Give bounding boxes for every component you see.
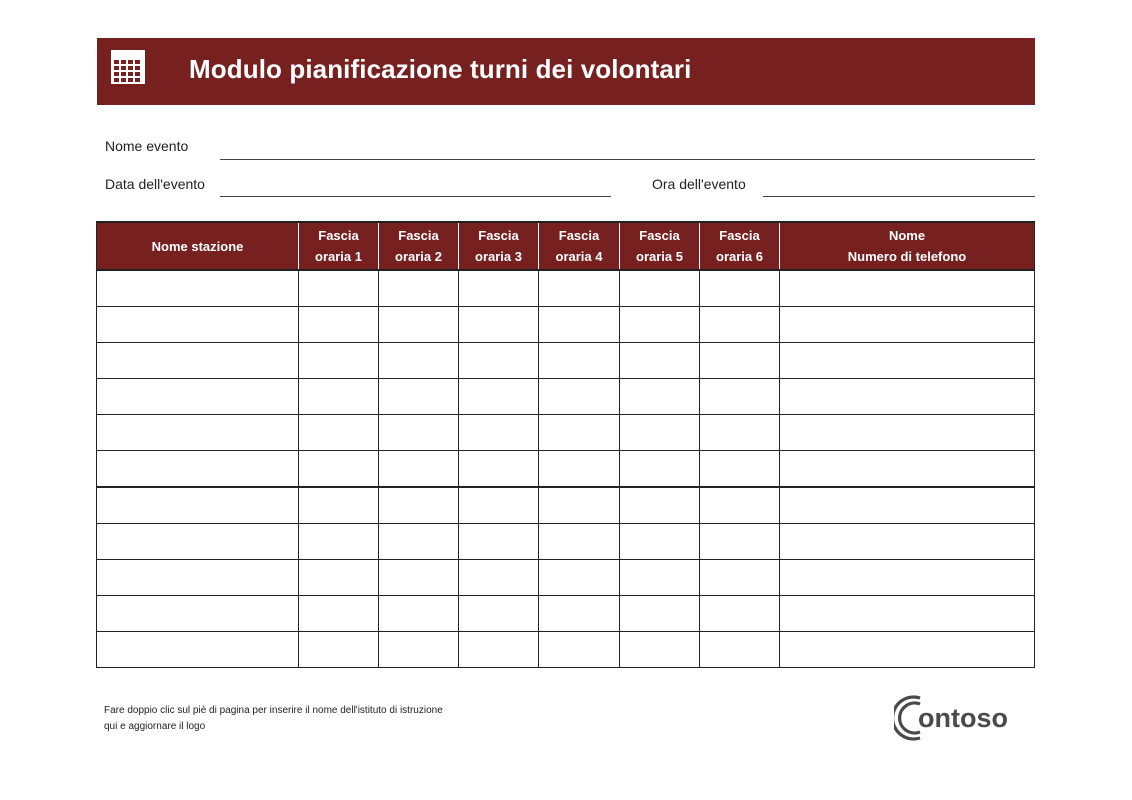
time-slot-cell[interactable] (299, 270, 379, 307)
table-row (97, 596, 1035, 632)
time-slot-cell[interactable] (700, 270, 780, 307)
table-row (97, 524, 1035, 560)
station-name-cell[interactable] (97, 451, 299, 488)
station-name-cell[interactable] (97, 487, 299, 524)
time-slot-cell[interactable] (379, 632, 459, 668)
time-slot-cell[interactable] (459, 379, 539, 415)
event-date-field[interactable] (220, 196, 611, 197)
event-name-field[interactable] (220, 159, 1035, 160)
time-slot-cell[interactable] (379, 343, 459, 379)
footer-note-line: qui e aggiornare il logo (104, 721, 206, 732)
time-slot-cell[interactable] (620, 487, 700, 524)
table-row (97, 307, 1035, 343)
time-slot-cell[interactable] (539, 451, 620, 488)
time-slot-cell[interactable] (700, 596, 780, 632)
name-phone-cell[interactable] (780, 343, 1035, 379)
time-slot-cell[interactable] (459, 596, 539, 632)
footer-note (104, 703, 443, 735)
calendar-icon (110, 49, 146, 85)
time-slot-cell[interactable] (539, 379, 620, 415)
time-slot-cell[interactable] (620, 596, 700, 632)
name-phone-cell[interactable] (780, 524, 1035, 560)
name-phone-cell[interactable] (780, 270, 1035, 307)
time-slot-cell[interactable] (700, 343, 780, 379)
column-header: Fascia oraria 2 (379, 222, 459, 270)
event-date-label: Data dell'evento (105, 176, 205, 192)
table-row (97, 270, 1035, 307)
column-header: Nome stazione (97, 222, 299, 270)
time-slot-cell[interactable] (539, 524, 620, 560)
time-slot-cell[interactable] (299, 560, 379, 596)
shift-schedule-table (96, 221, 1035, 668)
time-slot-cell[interactable] (379, 270, 459, 307)
name-phone-cell[interactable] (780, 451, 1035, 488)
name-phone-cell[interactable] (780, 596, 1035, 632)
time-slot-cell[interactable] (620, 632, 700, 668)
time-slot-cell[interactable] (620, 451, 700, 488)
time-slot-cell[interactable] (459, 524, 539, 560)
time-slot-cell[interactable] (620, 415, 700, 451)
name-phone-cell[interactable] (780, 307, 1035, 343)
station-name-cell[interactable] (97, 524, 299, 560)
time-slot-cell[interactable] (700, 524, 780, 560)
name-phone-cell[interactable] (780, 632, 1035, 668)
station-name-cell[interactable] (97, 560, 299, 596)
logo-text: ontoso (918, 703, 1008, 733)
time-slot-cell[interactable] (539, 632, 620, 668)
time-slot-cell[interactable] (379, 487, 459, 524)
table-row (97, 632, 1035, 668)
table-body (97, 270, 1035, 668)
station-name-cell[interactable] (97, 307, 299, 343)
name-phone-cell[interactable] (780, 415, 1035, 451)
time-slot-cell[interactable] (539, 343, 620, 379)
table-row (97, 415, 1035, 451)
station-name-cell[interactable] (97, 596, 299, 632)
station-name-cell[interactable] (97, 632, 299, 668)
time-slot-cell[interactable] (539, 415, 620, 451)
name-phone-cell[interactable] (780, 487, 1035, 524)
time-slot-cell[interactable] (459, 415, 539, 451)
time-slot-cell[interactable] (299, 596, 379, 632)
time-slot-cell[interactable] (459, 560, 539, 596)
time-slot-cell[interactable] (700, 451, 780, 488)
time-slot-cell[interactable] (539, 487, 620, 524)
column-header: Fascia oraria 3 (459, 222, 539, 270)
time-slot-cell[interactable] (620, 307, 700, 343)
time-slot-cell[interactable] (700, 560, 780, 596)
column-header: Fascia oraria 5 (620, 222, 700, 270)
name-phone-cell[interactable] (780, 560, 1035, 596)
page-header (97, 38, 1035, 105)
table-row (97, 379, 1035, 415)
time-slot-cell[interactable] (299, 451, 379, 488)
time-slot-cell[interactable] (620, 270, 700, 307)
time-slot-cell[interactable] (379, 415, 459, 451)
time-slot-cell[interactable] (620, 524, 700, 560)
time-slot-cell[interactable] (379, 451, 459, 488)
event-name-label: Nome evento (105, 138, 189, 154)
time-slot-cell[interactable] (459, 451, 539, 488)
time-slot-cell[interactable] (299, 415, 379, 451)
event-time-field[interactable] (763, 196, 1035, 197)
time-slot-cell[interactable] (459, 632, 539, 668)
station-name-cell[interactable] (97, 379, 299, 415)
contoso-logo (894, 692, 1028, 744)
table-row (97, 343, 1035, 379)
time-slot-cell[interactable] (459, 307, 539, 343)
time-slot-cell[interactable] (299, 524, 379, 560)
table-row (97, 451, 1035, 488)
time-slot-cell[interactable] (299, 632, 379, 668)
column-header: Nome Numero di telefono (780, 222, 1035, 270)
page-title: Modulo pianificazione turni dei volontari (189, 54, 692, 84)
table-header-row (97, 222, 1035, 270)
table-row (97, 560, 1035, 596)
time-slot-cell[interactable] (700, 415, 780, 451)
time-slot-cell[interactable] (459, 270, 539, 307)
time-slot-cell[interactable] (539, 560, 620, 596)
station-name-cell[interactable] (97, 415, 299, 451)
time-slot-cell[interactable] (539, 307, 620, 343)
time-slot-cell[interactable] (539, 270, 620, 307)
time-slot-cell[interactable] (379, 524, 459, 560)
time-slot-cell[interactable] (299, 487, 379, 524)
time-slot-cell[interactable] (379, 307, 459, 343)
station-name-cell[interactable] (97, 270, 299, 307)
time-slot-cell[interactable] (620, 343, 700, 379)
footer-note-line: Fare doppio clic sul piè di pagina per inserire il nome dell'istituto di istruzione (104, 705, 443, 716)
time-slot-cell[interactable] (379, 560, 459, 596)
time-slot-cell[interactable] (620, 560, 700, 596)
time-slot-cell[interactable] (700, 379, 780, 415)
time-slot-cell[interactable] (700, 487, 780, 524)
time-slot-cell[interactable] (700, 632, 780, 668)
time-slot-cell[interactable] (379, 379, 459, 415)
table-row (97, 487, 1035, 524)
time-slot-cell[interactable] (299, 307, 379, 343)
column-header: Fascia oraria 1 (299, 222, 379, 270)
event-time-label: Ora dell'evento (652, 176, 746, 192)
column-header: Fascia oraria 4 (539, 222, 620, 270)
station-name-cell[interactable] (97, 343, 299, 379)
time-slot-cell[interactable] (299, 343, 379, 379)
column-header: Fascia oraria 6 (700, 222, 780, 270)
time-slot-cell[interactable] (700, 307, 780, 343)
time-slot-cell[interactable] (620, 379, 700, 415)
name-phone-cell[interactable] (780, 379, 1035, 415)
time-slot-cell[interactable] (299, 379, 379, 415)
time-slot-cell[interactable] (459, 487, 539, 524)
time-slot-cell[interactable] (459, 343, 539, 379)
time-slot-cell[interactable] (379, 596, 459, 632)
time-slot-cell[interactable] (539, 596, 620, 632)
